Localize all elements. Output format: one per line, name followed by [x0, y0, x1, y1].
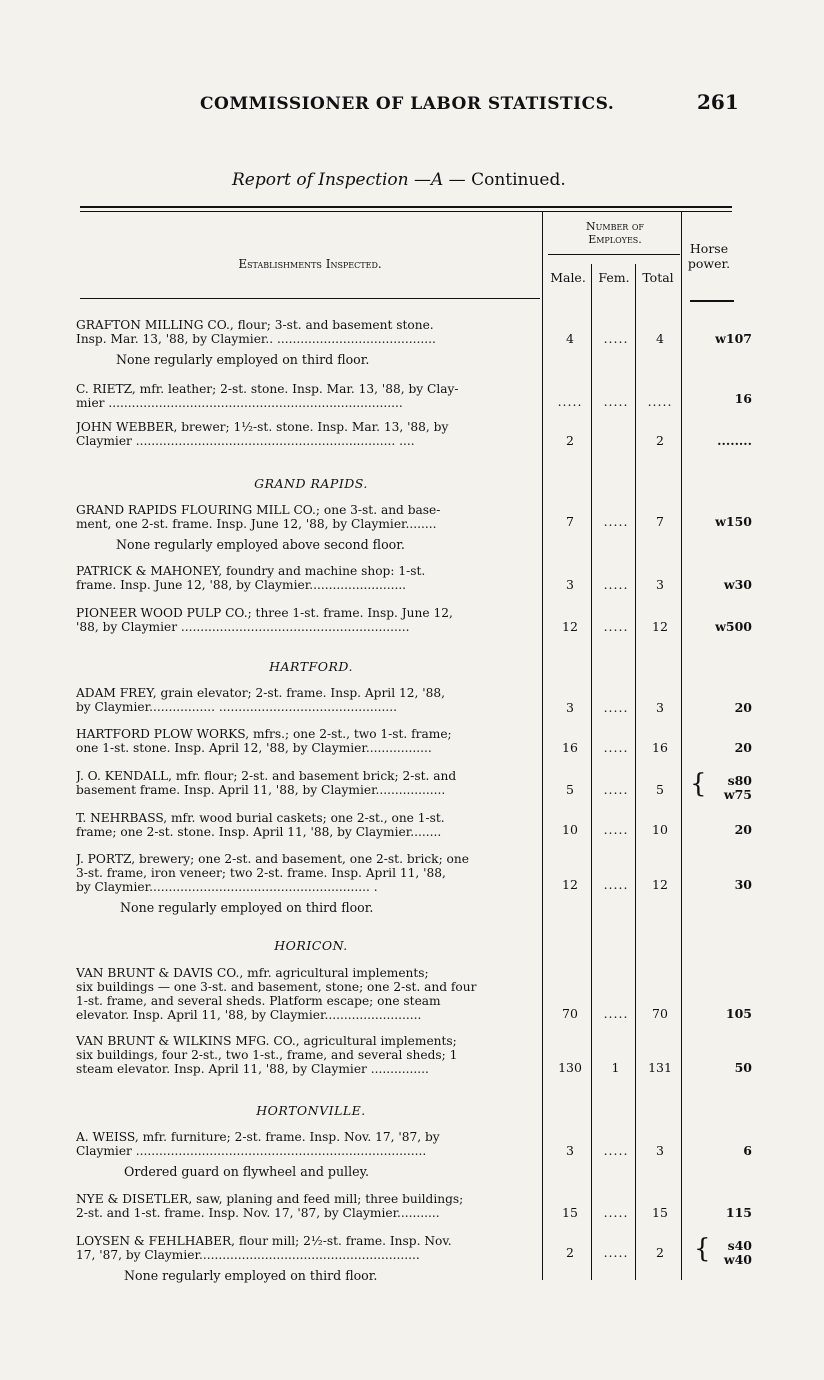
male-count: .....: [557, 394, 583, 409]
establishment-entry: A. WEISS, mfr. furniture; 2-st. frame. Insp. Nov. 17, '87, by Claymier ...........................................................................: [76, 1130, 440, 1158]
horsepower-value: w30: [723, 577, 752, 592]
female-count: .....: [603, 700, 629, 715]
total-count: 3: [656, 700, 664, 715]
female-count: .....: [603, 1245, 629, 1260]
total-count: 16: [652, 740, 668, 755]
male-count: 15: [562, 1205, 578, 1220]
male-count: 70: [562, 1006, 578, 1021]
horsepower-value: 115: [725, 1205, 752, 1220]
male-count: 5: [566, 782, 574, 797]
male-count: 3: [566, 1143, 574, 1158]
female-count: .....: [603, 877, 629, 892]
horsepower-value: 16: [734, 391, 752, 406]
place-heading: GRAND RAPIDS.: [254, 476, 368, 491]
establishment-entry: J. O. KENDALL, mfr. flour; 2-st. and basement brick; 2-st. and basement frame. Insp. April 11, '88, by Claymier..................: [76, 769, 457, 797]
establishment-entry: GRAND RAPIDS FLOURING MILL CO.; one 3-st. and base- ment, one 2-st. frame. Insp. June 12, '88, by Claymier........: [76, 503, 441, 531]
female-count: .....: [603, 514, 629, 529]
horsepower-value: s40: [727, 1238, 752, 1253]
horsepower-value: 20: [734, 822, 752, 837]
horsepower-value: s80: [727, 773, 752, 788]
employes-group-rule: [548, 254, 680, 255]
male-count: 3: [566, 577, 574, 592]
employes-group-header: Number of Employes.: [586, 220, 644, 246]
horsepower-header: Horse power.: [687, 241, 731, 271]
male-count: 4: [566, 331, 574, 346]
horsepower-value: w107: [715, 331, 752, 346]
page-number: 261: [697, 90, 739, 114]
male-count: 7: [566, 514, 574, 529]
horsepower-value: w150: [715, 514, 752, 529]
entry-note: Ordered guard on flywheel and pulley.: [124, 1164, 370, 1179]
total-header: Total: [642, 270, 674, 285]
total-count: 3: [656, 577, 664, 592]
horsepower-value: 105: [725, 1006, 752, 1021]
total-count: .....: [647, 394, 673, 409]
establishment-entry: PIONEER WOOD PULP CO.; three 1-st. frame. Insp. June 12, '88, by Claymier ...........................................................: [76, 606, 453, 634]
female-count: .....: [603, 331, 629, 346]
total-count: 4: [656, 331, 664, 346]
total-count: 3: [656, 1143, 664, 1158]
male-count: 16: [562, 740, 578, 755]
horsepower-value: w40: [723, 1252, 752, 1267]
header-bottom-rule-hp: [690, 300, 734, 302]
total-count: 7: [656, 514, 664, 529]
total-count: 15: [652, 1205, 668, 1220]
horsepower-value: 20: [734, 740, 752, 755]
female-count: .....: [603, 1205, 629, 1220]
column-divider: [681, 212, 682, 1280]
female-count: .....: [603, 394, 629, 409]
male-count: 10: [562, 822, 578, 837]
section-subtitle: Report of Inspection —A — Continued.: [232, 170, 566, 190]
female-count: 1: [611, 1060, 621, 1075]
establishments-header: Establishments Inspected.: [238, 257, 382, 271]
female-count: .....: [603, 619, 629, 634]
total-count: 70: [652, 1006, 668, 1021]
female-count: .....: [603, 1006, 629, 1021]
male-count: 12: [562, 619, 578, 634]
total-count: 5: [656, 782, 664, 797]
establishment-entry: C. RIETZ, mfr. leather; 2-st. stone. Insp. Mar. 13, '88, by Clay- mier ............................................................................: [76, 382, 459, 410]
header-bottom-rule: [80, 298, 540, 299]
female-count: .....: [603, 740, 629, 755]
establishment-entry: VAN BRUNT & DAVIS CO., mfr. agricultural implements; six buildings — one 3-st. and basement, stone; one 2-st. and four 1-st. frame, and several sheds. Platform escape; one steam elevator. Insp. April 11, '88, by Claymier.........................: [76, 966, 477, 1022]
horsepower-value: w75: [723, 787, 752, 802]
female-count: .....: [603, 1143, 629, 1158]
male-count: 12: [562, 877, 578, 892]
establishment-entry: J. PORTZ, brewery; one 2-st. and basement, one 2-st. brick; one 3-st. frame, iron veneer; two 2-st. frame. Insp. April 11, '88, by Claymier......................................................... .: [76, 852, 469, 894]
total-count: 2: [656, 433, 664, 448]
total-count: 131: [648, 1060, 672, 1075]
establishment-entry: ADAM FREY, grain elevator; 2-st. frame. Insp. April 12, '88, by Claymier................. ..............................................: [76, 686, 445, 714]
place-heading: HORICON.: [274, 938, 348, 953]
horsepower-value: 30: [734, 877, 752, 892]
establishment-entry: JOHN WEBBER, brewer; 1½-st. stone. Insp. Mar. 13, '88, by Claymier ................................................................... ....: [76, 420, 449, 448]
horsepower-value: 50: [734, 1060, 752, 1075]
place-heading: HARTFORD.: [269, 659, 353, 674]
entry-note: None regularly employed on third floor.: [120, 900, 374, 915]
horsepower-value: 6: [743, 1143, 752, 1158]
female-header: Fem.: [598, 270, 630, 285]
column-divider: [591, 264, 592, 1280]
entry-note: None regularly employed on third floor.: [124, 1268, 378, 1283]
female-count: .....: [603, 577, 629, 592]
total-count: 12: [652, 877, 668, 892]
male-header: Male.: [550, 270, 586, 285]
total-count: 2: [656, 1245, 664, 1260]
establishment-entry: GRAFTON MILLING CO., flour; 3-st. and basement stone. Insp. Mar. 13, '88, by Claymier.. .........................................: [76, 318, 436, 346]
horsepower-value: w500: [715, 619, 752, 634]
horsepower-value: 20: [734, 700, 752, 715]
establishment-entry: PATRICK & MAHONEY, foundry and machine shop: 1-st. frame. Insp. June 12, '88, by Claymier.........................: [76, 564, 426, 592]
column-divider: [635, 264, 636, 1280]
place-heading: HORTONVILLE.: [256, 1103, 366, 1118]
male-count: 3: [566, 700, 574, 715]
total-count: 10: [652, 822, 668, 837]
establishment-entry: NYE & DISETLER, saw, planing and feed mill; three buildings; 2-st. and 1-st. frame. Insp. Nov. 17, '87, by Claymier...........: [76, 1192, 464, 1220]
male-count: 130: [558, 1060, 582, 1075]
horsepower-value: ........: [717, 433, 752, 448]
establishment-entry: HARTFORD PLOW WORKS, mfrs.; one 2-st., two 1-st. frame; one 1-st. stone. Insp. April 12, '88, by Claymier.................: [76, 727, 452, 755]
table-top-rule: [80, 206, 732, 208]
female-count: .....: [603, 782, 629, 797]
brace-glyph: {: [694, 1234, 711, 1264]
running-head: COMMISSIONER OF LABOR STATISTICS.: [200, 94, 615, 114]
entry-note: None regularly employed above second floor.: [116, 537, 405, 552]
male-count: 2: [566, 1245, 574, 1260]
female-count: .....: [603, 822, 629, 837]
establishment-entry: LOYSEN & FEHLHABER, flour mill; 2½-st. frame. Insp. Nov. 17, '87, by Claymier.........................................................: [76, 1234, 452, 1262]
male-count: 2: [566, 433, 574, 448]
brace-glyph: {: [690, 769, 707, 799]
total-count: 12: [652, 619, 668, 634]
entry-note: None regularly employed on third floor.: [116, 352, 370, 367]
table-top-rule-thin: [80, 211, 732, 212]
establishment-entry: T. NEHRBASS, mfr. wood burial caskets; one 2-st., one 1-st. frame; one 2-st. stone. Insp. April 11, '88, by Claymier........: [76, 811, 445, 839]
establishment-entry: VAN BRUNT & WILKINS MFG. CO., agricultural implements; six buildings, four 2-st., two 1-st., frame, and several sheds; 1 steam elevator. Insp. April 11, '88, by Claymier ...............: [76, 1034, 458, 1076]
